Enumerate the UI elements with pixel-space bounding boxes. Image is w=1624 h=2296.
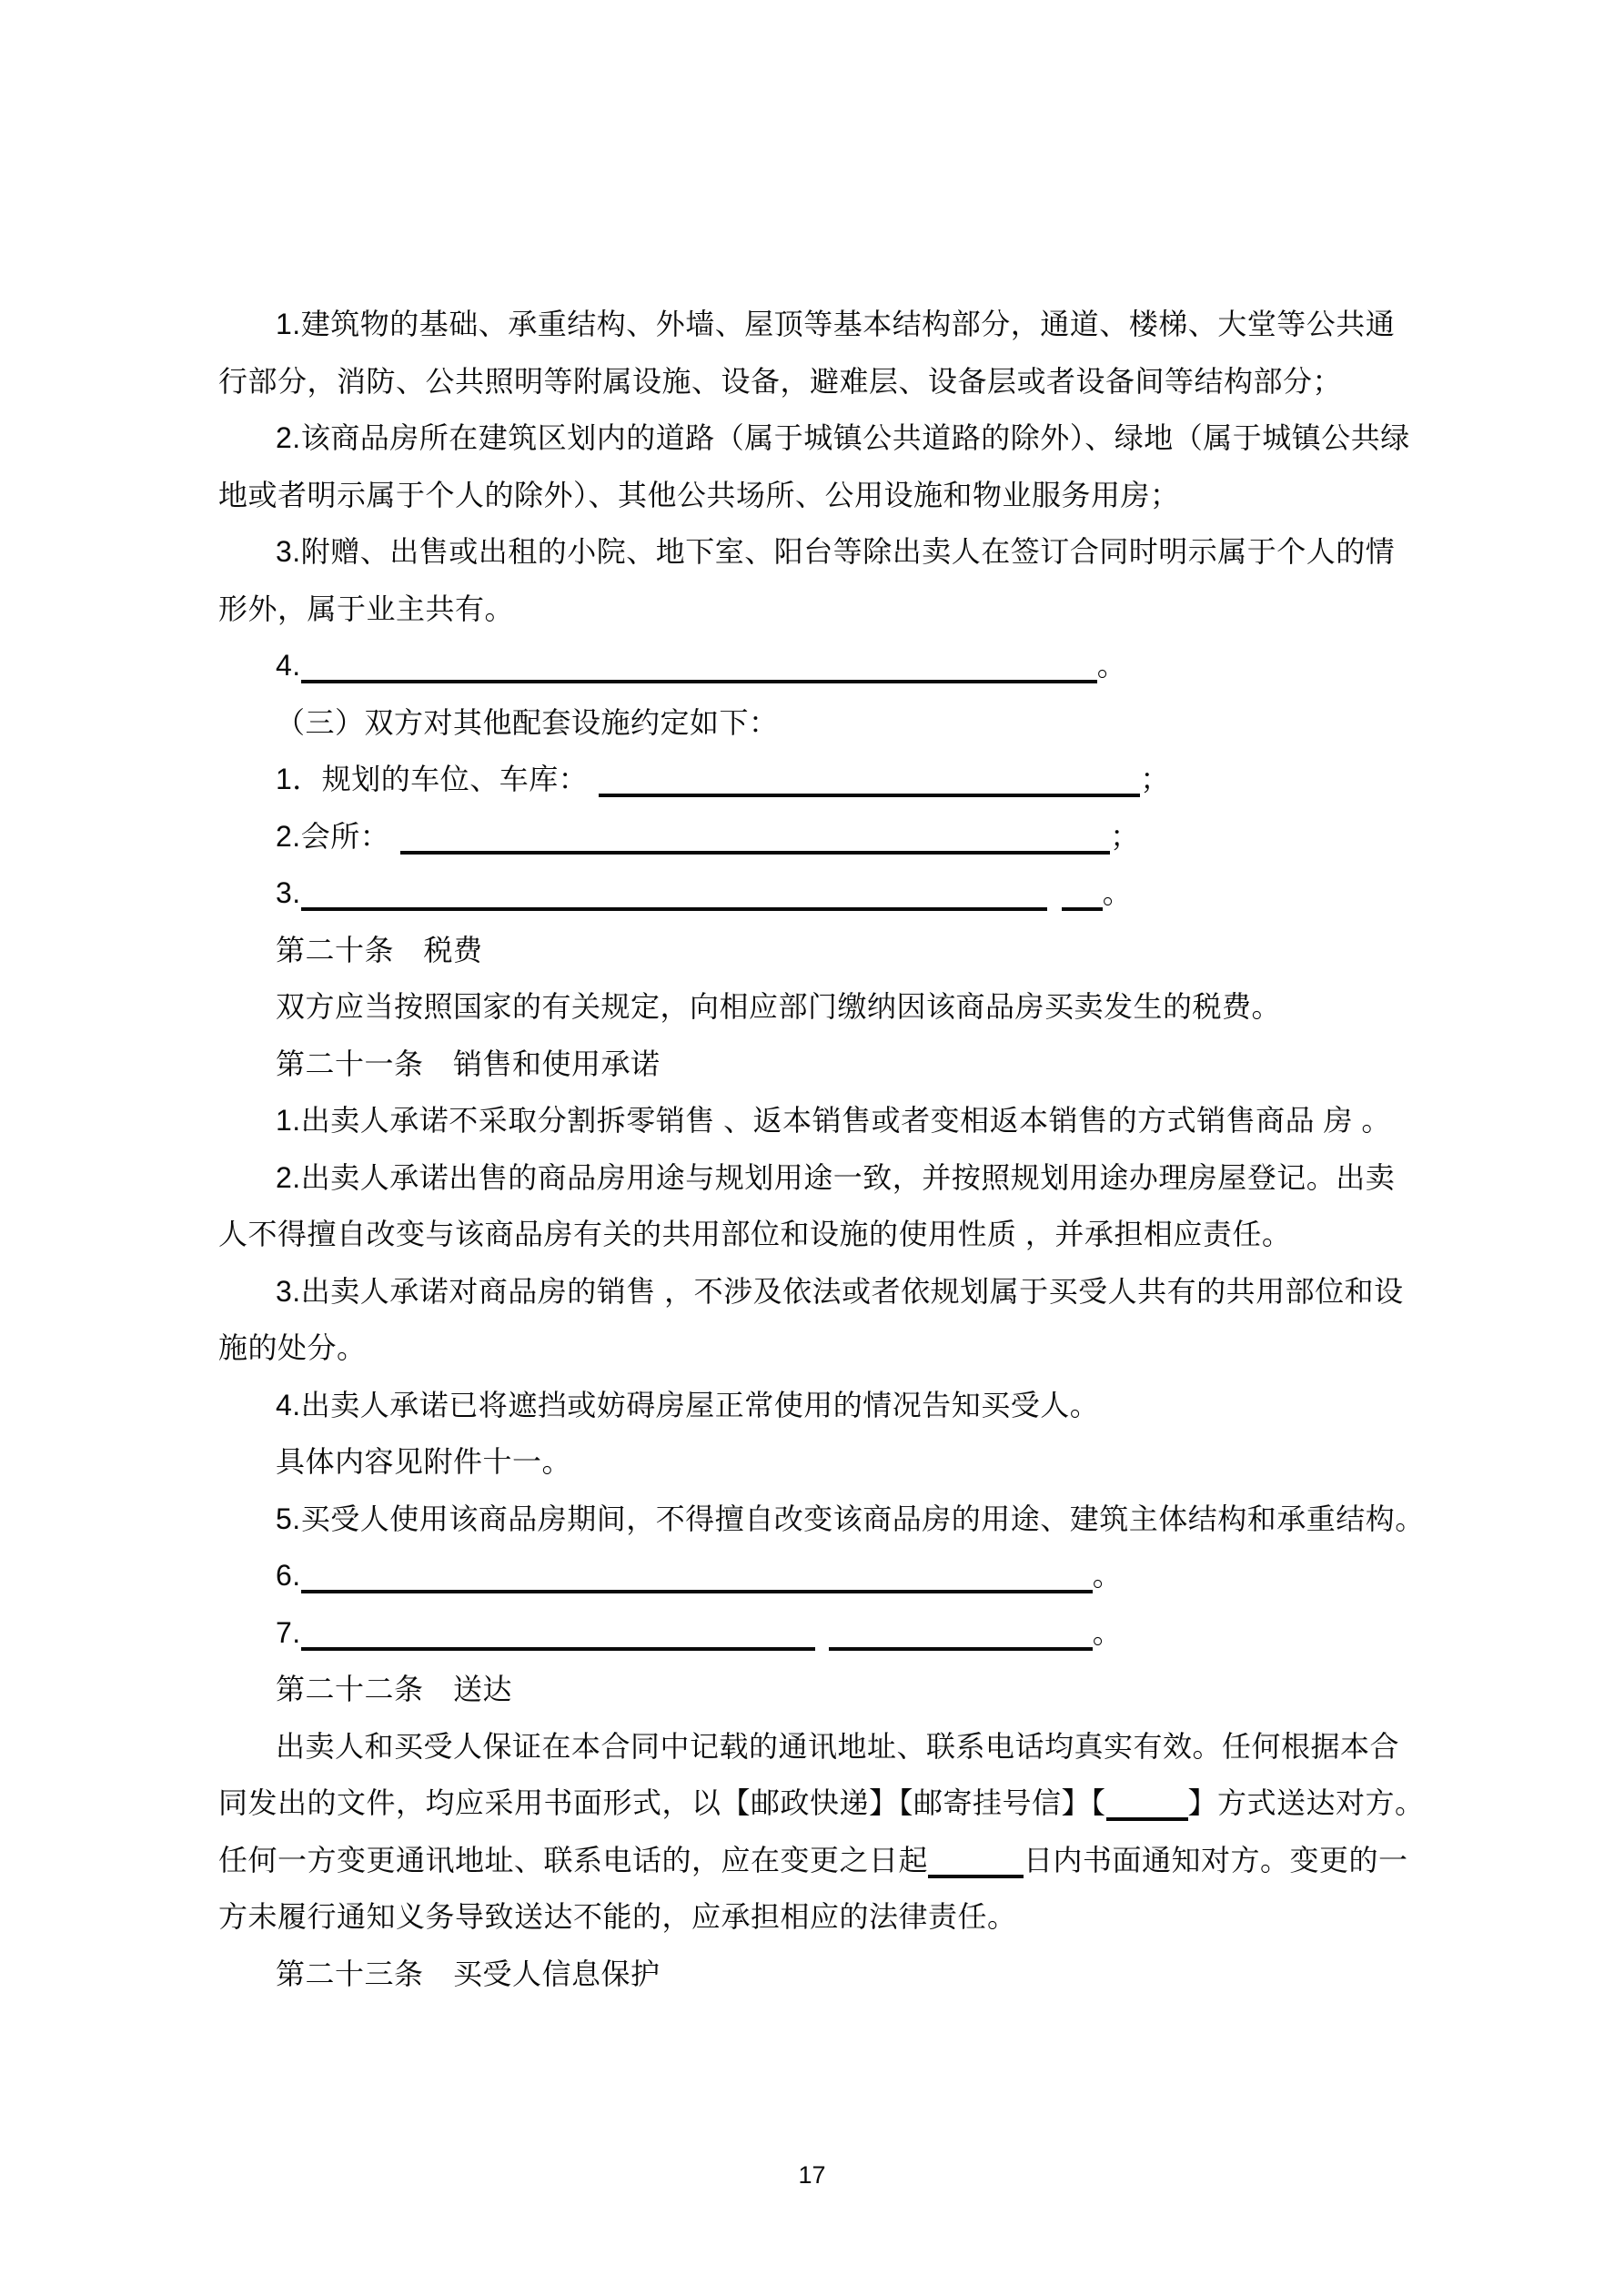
text-run: 3. bbox=[276, 876, 301, 909]
article-21-item-4 bbox=[218, 1377, 1406, 1434]
clause-common-parts-2-line2 bbox=[218, 467, 1406, 524]
blank-underline bbox=[1062, 876, 1103, 911]
text-run: 7. bbox=[276, 1615, 301, 1649]
article-22-body-line4 bbox=[218, 1888, 1406, 1946]
clause-common-parts-1-line2 bbox=[218, 353, 1406, 410]
article-21-item-5 bbox=[218, 1491, 1425, 1548]
text-run: 第二十条 税费 bbox=[276, 933, 483, 966]
clause-common-parts-3-line1 bbox=[218, 523, 1406, 581]
text-run: 人不得擅自改变与该商品房有关的共用部位和设施的使用性质 ，并承担相应责任。 bbox=[218, 1218, 1292, 1250]
text-run: 同发出的文件，均应采用书面形式，以【邮政快递】【邮寄挂号信】【 bbox=[218, 1786, 1106, 1819]
page-number: 17 bbox=[798, 2161, 826, 2189]
text-run: 行部分，消防、公共照明等附属设施、设备，避难层、设备层或者设备间等结构部分； bbox=[218, 364, 1343, 398]
article-23-heading bbox=[218, 1946, 1406, 2003]
text-run: ； bbox=[1140, 763, 1170, 795]
text-run: 施的处分。 bbox=[218, 1331, 367, 1364]
blank-underline bbox=[1106, 1786, 1188, 1821]
text-run: 具体内容见附件十一。 bbox=[276, 1445, 572, 1478]
text-run: （三）双方对其他配套设施约定如下： bbox=[276, 705, 779, 739]
text-run: 2.出卖人承诺出售的商品房用途与规划用途一致，并按照规划用途办理房屋登记。出卖 bbox=[276, 1160, 1396, 1194]
text-run: ； bbox=[1110, 819, 1140, 853]
text-run: 3.附赠、出售或出租的小院、地下室、阳台等除出卖人在签订合同时明示属于个人的情 bbox=[276, 535, 1396, 568]
text-run: 2.会所： bbox=[276, 819, 390, 853]
document-lines bbox=[218, 296, 1425, 2002]
text-run: 日内书面通知对方。变更的一 bbox=[1024, 1843, 1408, 1876]
facility-item-2-clubhouse bbox=[218, 808, 1406, 865]
text-run: 第二十一条 销售和使用承诺 bbox=[276, 1047, 661, 1080]
article-22-body-line2 bbox=[218, 1775, 1425, 1832]
facility-item-1-parking bbox=[218, 751, 1406, 808]
text-run: 。 bbox=[1102, 876, 1133, 909]
clause-common-parts-4-blank bbox=[218, 637, 1406, 694]
article-21-item-3-line1 bbox=[218, 1263, 1406, 1320]
article-21-item-4-note bbox=[218, 1433, 1406, 1491]
article-21-item-1 bbox=[218, 1092, 1406, 1149]
article-21-item-2-line1 bbox=[218, 1149, 1406, 1207]
article-20-heading bbox=[218, 922, 1406, 979]
clause-common-parts-2-line1 bbox=[218, 410, 1410, 467]
article-22-body-line1 bbox=[218, 1718, 1406, 1775]
blank-underline bbox=[599, 763, 1140, 797]
horizontal-space bbox=[815, 1642, 829, 1643]
clause-common-parts-3-line2 bbox=[218, 581, 1406, 638]
text-run: 第二十二条 送达 bbox=[276, 1673, 513, 1705]
horizontal-space bbox=[389, 845, 400, 846]
text-run: 形外，属于业主共有。 bbox=[218, 592, 515, 625]
text-run: 1．规划的车位、车库： bbox=[276, 763, 589, 795]
blank-underline bbox=[301, 876, 1047, 911]
text-run: 地或者明示属于个人的除外）、其他公共场所、公用设施和物业服务用房； bbox=[218, 478, 1180, 511]
blank-underline bbox=[301, 649, 1097, 683]
article-21-item-3-line2 bbox=[218, 1320, 1406, 1377]
article-21-item-6-blank bbox=[218, 1547, 1406, 1604]
text-run: 1.出卖人承诺不采取分割拆零销售 、返本销售或者变相返本销售的方式销售商品 房 。 bbox=[276, 1104, 1391, 1137]
facility-item-3-blank bbox=[218, 865, 1406, 922]
article-21-item-7-blank bbox=[218, 1604, 1406, 1662]
article-21-heading bbox=[218, 1036, 1406, 1093]
blank-underline bbox=[301, 1616, 815, 1651]
text-run: 】方式送达对方。 bbox=[1187, 1786, 1425, 1819]
text-run: 出卖人和买受人保证在本合同中记载的通讯地址、联系电话均真实有效。任何根据本合 bbox=[276, 1729, 1400, 1763]
blank-underline bbox=[400, 820, 1110, 855]
article-21-item-2-line2 bbox=[218, 1206, 1406, 1263]
text-run: 双方应当按照国家的有关规定，向相应部门缴纳因该商品房买卖发生的税费。 bbox=[276, 990, 1282, 1023]
section-heading-3 bbox=[218, 694, 1406, 752]
text-run: 方未履行通知义务导致送达不能的，应承担相应的法律责任。 bbox=[218, 1900, 1017, 1933]
article-20-body bbox=[218, 978, 1406, 1036]
blank-underline bbox=[928, 1844, 1024, 1878]
text-run: 任何一方变更通讯地址、联系电话的，应在变更之日起 bbox=[218, 1843, 929, 1876]
text-run: 。 bbox=[1092, 1615, 1123, 1649]
horizontal-space bbox=[588, 788, 599, 789]
horizontal-space bbox=[1047, 902, 1062, 903]
text-run: 6. bbox=[276, 1559, 301, 1592]
text-run: 。 bbox=[1092, 1559, 1123, 1592]
blank-underline bbox=[301, 1559, 1093, 1593]
text-run: 1.建筑物的基础、承重结构、外墙、屋顶等基本结构部分，通道、楼梯、大堂等公共通 bbox=[276, 308, 1396, 340]
text-run: 5.买受人使用该商品房期间，不得擅自改变该商品房的用途、建筑主体结构和承重结构。 bbox=[276, 1502, 1425, 1535]
article-22-heading bbox=[218, 1661, 1406, 1718]
blank-underline bbox=[829, 1616, 1093, 1651]
clause-common-parts-1-line1 bbox=[218, 296, 1406, 353]
text-run: 4. bbox=[276, 649, 301, 682]
text-run: 2.该商品房所在建筑区划内的道路（属于城镇公共道路的除外）、绿地（属于城镇公共绿 bbox=[276, 421, 1410, 454]
text-run: 第二十三条 买受人信息保护 bbox=[276, 1957, 661, 1990]
text-run: 3.出卖人承诺对商品房的销售 ，不涉及依法或者依规划属于买受人共有的共用部位和设 bbox=[276, 1274, 1404, 1308]
text-run: 4.出卖人承诺已将遮挡或妨碍房屋正常使用的情况告知买受人。 bbox=[276, 1388, 1100, 1421]
article-22-body-line3 bbox=[218, 1832, 1406, 1889]
text-run: 。 bbox=[1096, 649, 1127, 682]
